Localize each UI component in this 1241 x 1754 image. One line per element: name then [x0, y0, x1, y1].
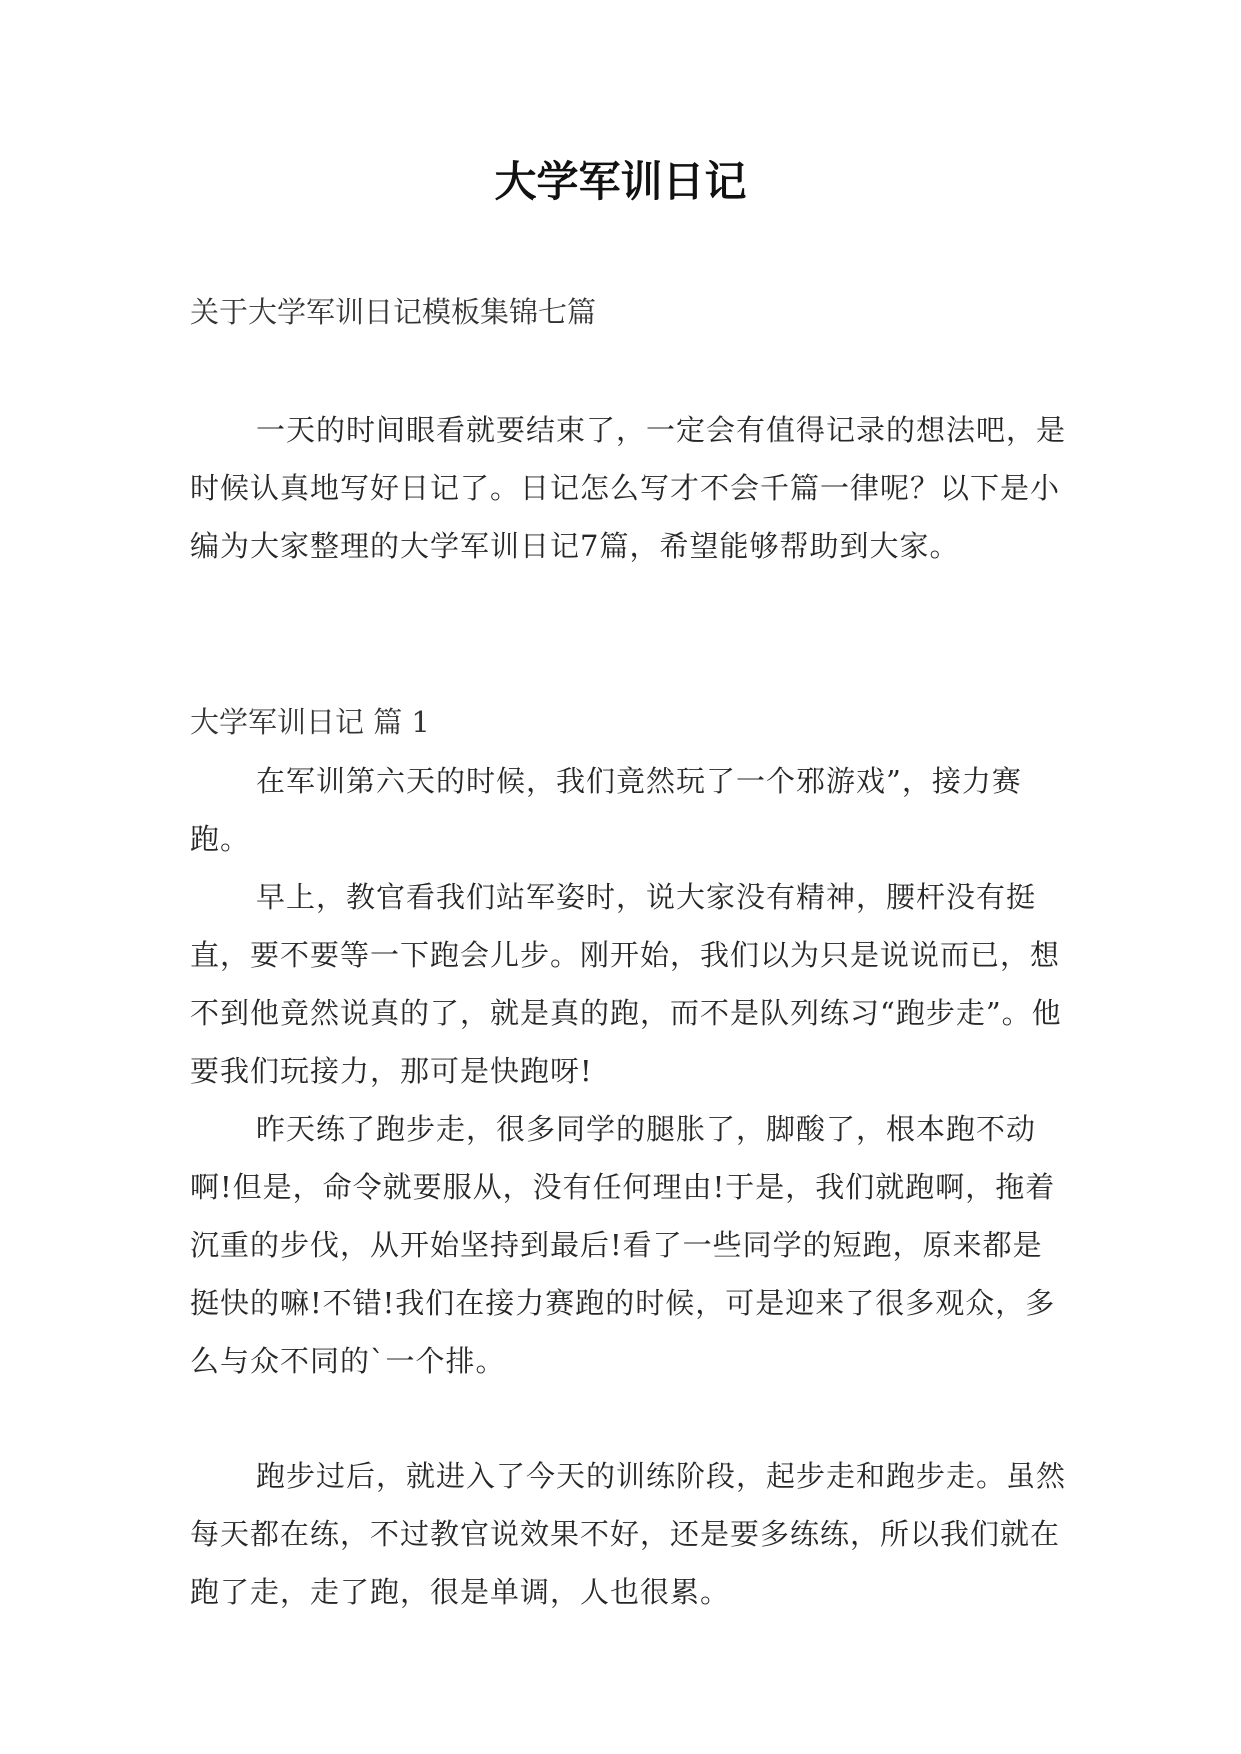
document-title: 大学军训日记 — [494, 157, 747, 206]
document-subtitle: 关于大学军训日记模板集锦七篇 — [190, 295, 597, 329]
body-paragraph: 跑步过后，就进入了今天的训练阶段，起步走和跑步走。虽然每天都在练，不过教官说效果不好，还是要多练练，所以我们就在跑了走，走了跑，很是单调，人也很累。 — [190, 1459, 1067, 1609]
body-paragraph: 早上，教官看我们站军姿时，说大家没有精神，腰杆没有挺直，要不要等一下跑会儿步。刚开始，我们以为只是说说而已，想不到他竟然说真的了，就是真的跑，而不是队列练习“跑步走”。他要我们玩接力，那可是快跑呀! — [190, 880, 1062, 1088]
body-paragraph: 昨天练了跑步走，很多同学的腿胀了，脚酸了，根本跑不动啊!但是，命令就要服从，没有任何理由!于是，我们就跑啊，拖着沉重的步伐，从开始坚持到最后!看了一些同学的短跑，原来都是挺快的嘛!不错!我们在接力赛跑的时候，可是迎来了很多观众，多么与众不同的`一个排。 — [190, 1112, 1056, 1378]
intro-paragraph: 一天的时间眼看就要结束了，一定会有值得记录的想法吧，是时候认真地写好日记了。日记怎么写才不会千篇一律呢？以下是小编为大家整理的大学军训日记7篇，希望能够帮助到大家。 — [190, 413, 1067, 563]
section-heading: 大学军训日记 篇 1 — [190, 705, 430, 739]
body-paragraph: 在军训第六天的时候，我们竟然玩了一个邪游戏”，接力赛跑。 — [190, 764, 1022, 856]
